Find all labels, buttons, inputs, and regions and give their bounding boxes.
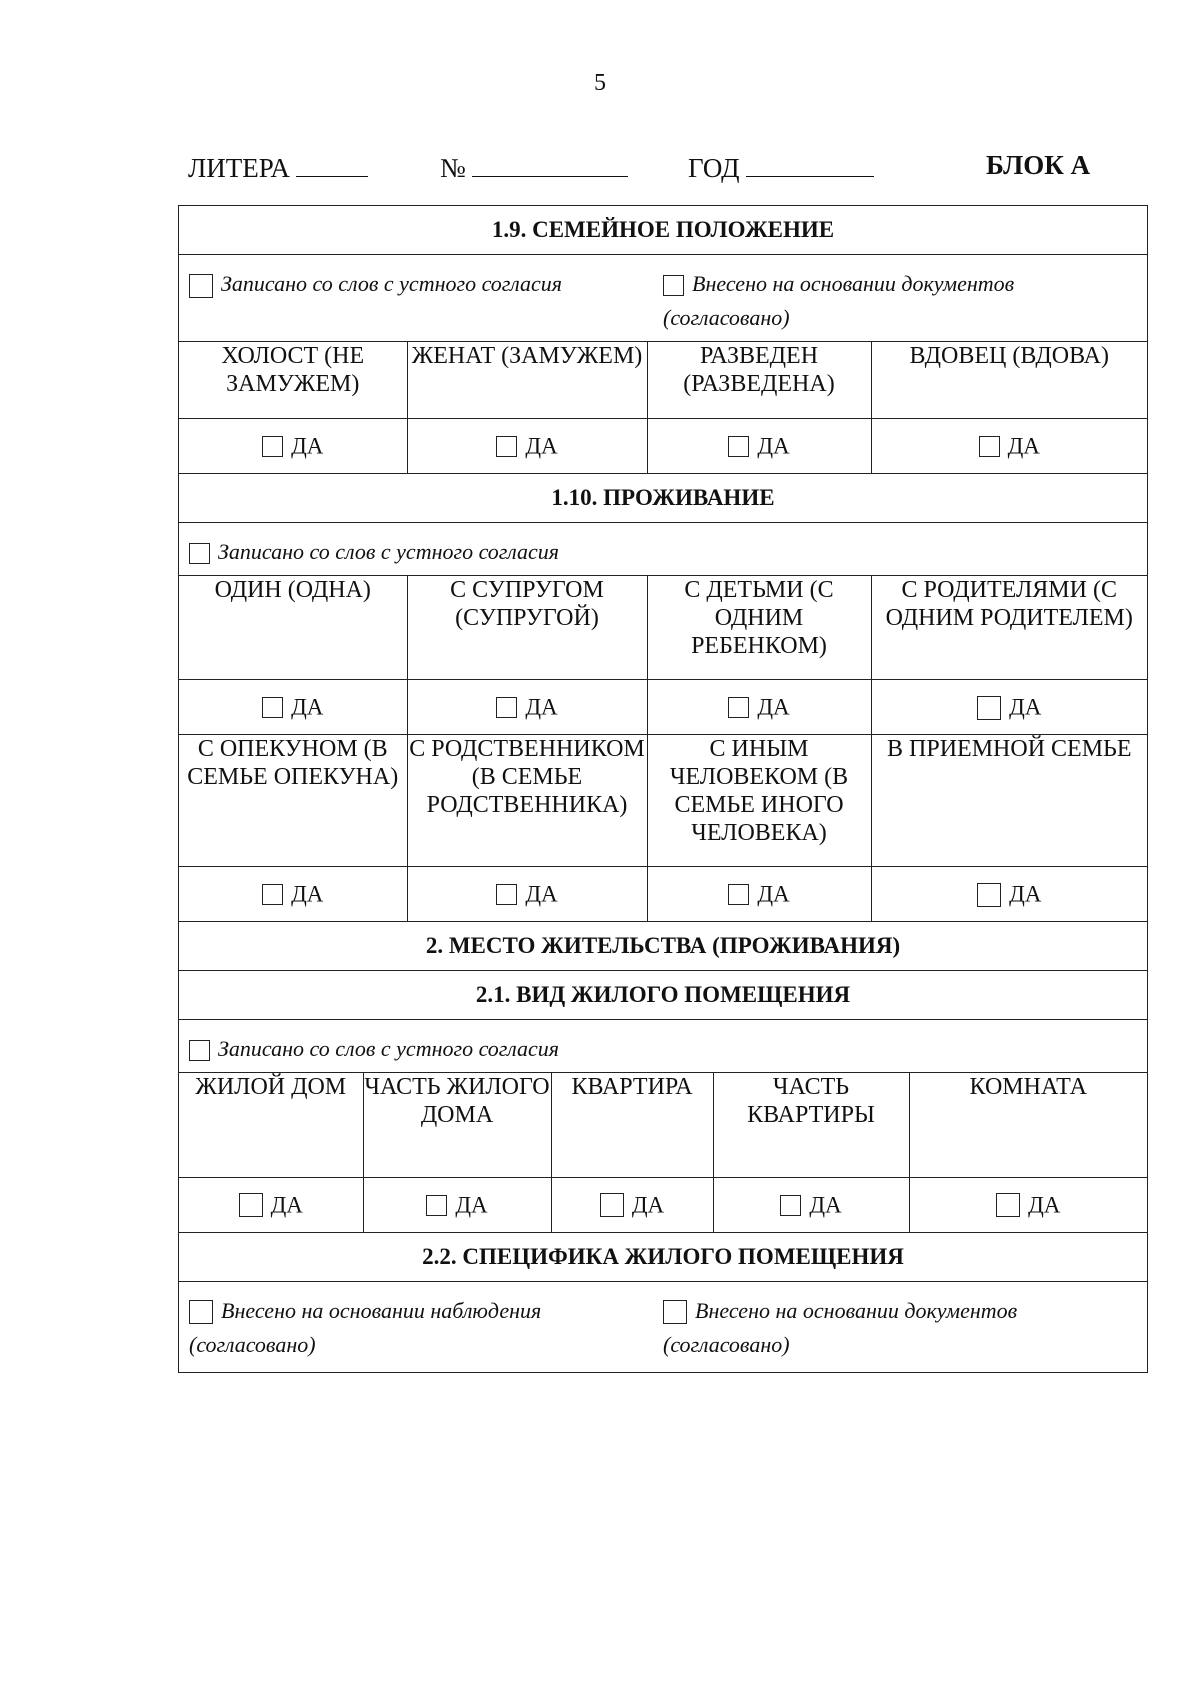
number-field — [440, 150, 628, 184]
option-label: С ИНЫМ ЧЕЛОВЕКОМ (В СЕМЬЕ ИНОГО ЧЕЛОВЕКА) — [647, 735, 871, 867]
yes-checkbox-cell[interactable]: ДА — [871, 418, 1147, 473]
housing-type-note-row — [179, 1020, 1148, 1073]
checkbox-icon[interactable] — [663, 1300, 687, 1324]
option-label: ЧАСТЬ КВАРТИРЫ — [713, 1073, 909, 1177]
yes-checkbox-cell[interactable]: ДА — [179, 418, 407, 473]
marital-note-row — [179, 255, 1148, 342]
yes-checkbox-cell[interactable]: ДА — [179, 1177, 363, 1232]
option-label: С ОПЕКУНОМ (В СЕМЬЕ ОПЕКУНА) — [179, 735, 407, 867]
checkbox-icon[interactable] — [663, 275, 684, 296]
yes-checkbox-cell[interactable]: ДА — [363, 1177, 551, 1232]
housing-specifics-note-observation: Внесено на основании наблюдения (согласовано) — [189, 1297, 542, 1357]
year-field — [688, 150, 874, 184]
checkbox-icon[interactable] — [600, 1193, 624, 1217]
yes-checkbox-cell[interactable]: ДА — [407, 867, 647, 922]
checkbox-icon[interactable] — [996, 1193, 1020, 1217]
option-label: ХОЛОСТ (НЕ ЗАМУЖЕМ) — [179, 342, 407, 418]
block-label: БЛОК А — [986, 150, 1091, 180]
checkbox-icon[interactable] — [189, 543, 210, 564]
yes-checkbox-cell[interactable]: ДА — [407, 418, 647, 473]
checkbox-icon[interactable] — [262, 436, 283, 457]
checkbox-icon[interactable] — [979, 436, 1000, 457]
litera-blank[interactable] — [296, 150, 368, 177]
form-table — [178, 205, 1148, 1373]
housing-specifics-note-row — [179, 1281, 1148, 1372]
checkbox-icon[interactable] — [496, 884, 517, 905]
checkbox-icon[interactable] — [496, 697, 517, 718]
yes-checkbox-cell[interactable]: ДА — [647, 418, 871, 473]
section-title-residence: 1.10. ПРОЖИВАНИЕ — [179, 473, 1148, 522]
option-label: С РОДИТЕЛЯМИ (С ОДНИМ РОДИТЕЛЕМ) — [871, 576, 1147, 680]
checkbox-icon[interactable] — [262, 884, 283, 905]
residence-note-row — [179, 522, 1148, 575]
residence-options — [179, 576, 1147, 922]
checkbox-icon[interactable] — [239, 1193, 263, 1217]
checkbox-icon[interactable] — [189, 1040, 210, 1061]
year-label: ГОД — [688, 153, 740, 183]
option-label: С РОДСТВЕННИКОМ (В СЕМЬЕ РОДСТВЕННИКА) — [407, 735, 647, 867]
option-label: ВДОВЕЦ (ВДОВА) — [871, 342, 1147, 418]
yes-checkbox-cell[interactable]: ДА — [647, 680, 871, 735]
yes-checkbox-cell[interactable]: ДА — [179, 867, 407, 922]
page-number: 5 — [594, 70, 606, 96]
option-label: ЖЕНАТ (ЗАМУЖЕМ) — [407, 342, 647, 418]
number-label: № — [440, 153, 466, 183]
year-blank[interactable] — [746, 150, 874, 177]
checkbox-icon[interactable] — [780, 1195, 801, 1216]
checkbox-icon[interactable] — [189, 274, 213, 298]
housing-type-note-verbal: Записано со слов с устного согласия — [179, 1020, 1147, 1072]
checkbox-icon[interactable] — [977, 696, 1001, 720]
checkbox-icon[interactable] — [728, 884, 749, 905]
yes-checkbox-cell[interactable]: ДА — [179, 680, 407, 735]
option-label: С ДЕТЬМИ (С ОДНИМ РЕБЕНКОМ) — [647, 576, 871, 680]
litera-label: ЛИТЕРА — [188, 153, 290, 183]
housing-specifics-note-documents: Внесено на основании документов (согласовано) — [663, 1297, 1018, 1357]
checkbox-icon[interactable] — [977, 883, 1001, 907]
checkbox-icon[interactable] — [728, 436, 749, 457]
section-title-place: 2. МЕСТО ЖИТЕЛЬСТВА (ПРОЖИВАНИЯ) — [179, 922, 1148, 971]
marital-note-verbal: Записано со слов с устного согласия — [189, 267, 663, 335]
litera-field — [188, 150, 368, 184]
option-label: С СУПРУГОМ (СУПРУГОЙ) — [407, 576, 647, 680]
yes-checkbox-cell[interactable]: ДА — [909, 1177, 1147, 1232]
number-blank[interactable] — [472, 150, 628, 177]
yes-checkbox-cell[interactable]: ДА — [407, 680, 647, 735]
yes-checkbox-cell[interactable]: ДА — [551, 1177, 713, 1232]
option-label: КОМНАТА — [909, 1073, 1147, 1177]
checkbox-icon[interactable] — [728, 697, 749, 718]
form-header — [188, 150, 1100, 190]
yes-checkbox-cell[interactable]: ДА — [647, 867, 871, 922]
residence-note-verbal: Записано со слов с устного согласия — [179, 523, 1147, 575]
checkbox-icon[interactable] — [189, 1300, 213, 1324]
marital-note-documents: Внесено на основании документов (согласовано) — [663, 271, 1015, 330]
option-label: ЖИЛОЙ ДОМ — [179, 1073, 363, 1177]
section-title-housing-type: 2.1. ВИД ЖИЛОГО ПОМЕЩЕНИЯ — [179, 971, 1148, 1020]
checkbox-icon[interactable] — [426, 1195, 447, 1216]
section-title-marital: 1.9. СЕМЕЙНОЕ ПОЛОЖЕНИЕ — [179, 206, 1148, 255]
section-title-housing-specifics: 2.2. СПЕЦИФИКА ЖИЛОГО ПОМЕЩЕНИЯ — [179, 1232, 1148, 1281]
option-label: ОДИН (ОДНА) — [179, 576, 407, 680]
housing-type-options — [179, 1073, 1147, 1232]
option-label: В ПРИЕМНОЙ СЕМЬЕ — [871, 735, 1147, 867]
marital-options — [179, 342, 1147, 473]
yes-checkbox-cell[interactable]: ДА — [871, 680, 1147, 735]
checkbox-icon[interactable] — [262, 697, 283, 718]
option-label: КВАРТИРА — [551, 1073, 713, 1177]
option-label: РАЗВЕДЕН (РАЗВЕДЕНА) — [647, 342, 871, 418]
yes-checkbox-cell[interactable]: ДА — [713, 1177, 909, 1232]
yes-checkbox-cell[interactable]: ДА — [871, 867, 1147, 922]
checkbox-icon[interactable] — [496, 436, 517, 457]
option-label: ЧАСТЬ ЖИЛОГО ДОМА — [363, 1073, 551, 1177]
